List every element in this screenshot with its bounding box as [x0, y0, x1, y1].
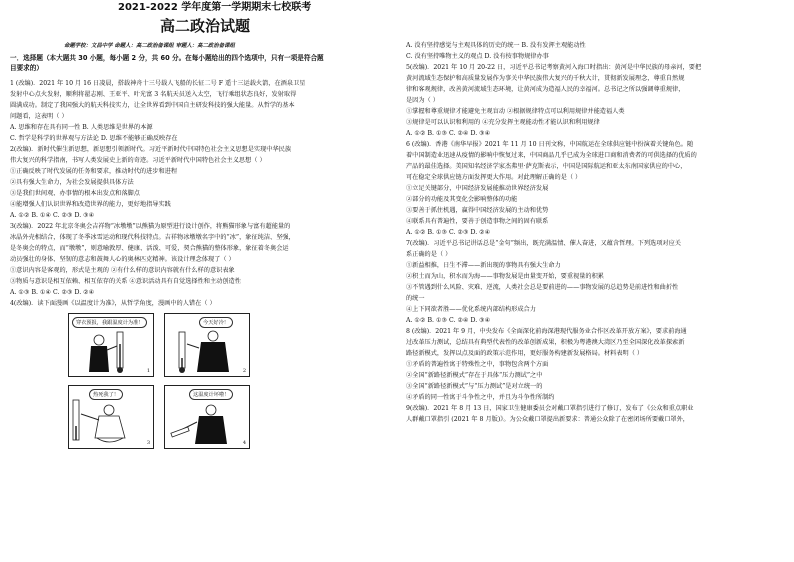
panel-number: 2 [242, 368, 246, 374]
answer-choices: A. ①③ B. ①④ C. ②③ D. ②④ [10, 289, 95, 296]
question-line: 路径新模式，发挥以点及面的政策示范作用，更好服务构建新发展格局。材料表明（ ） [406, 350, 644, 357]
option-line: ②积土而为山，积水而为海——事物发展是由量变开始，要重视量的积累 [406, 273, 604, 280]
person-with-thermometer-illustration [69, 314, 153, 376]
comic-panel [68, 385, 154, 449]
option-line: ②部分的功能及其变化会影响整体的功能 [406, 196, 518, 203]
option-line: ①矛盾的普遍性寓于特殊性之中，事物包含两个方面 [406, 361, 549, 368]
question-line: 4(改编)．读下面漫画《以温度计为准》，从哲学角度，漫画中的人错在（ ） [10, 300, 216, 307]
question-line: 3(改编)．2022 年北京冬奥会吉祥物“冰墩墩”以熊猫为原型进行设计创作，将熊猫形象与富有超能量的 [10, 223, 291, 230]
option-line: ③规律是可以认识和利用的 ④充分发挥主观能动性才能认识和利用规律 [406, 119, 600, 126]
speech-bubble: 穿衣预报，我跟温度计为准！ [72, 317, 147, 328]
question-line: 律和客观规律，改善黄河流域生态环境，让黄河成为造福人民的幸福河。总书记之所以强调尊重规律， [406, 86, 685, 93]
speech-bubble: 今天好冷！ [199, 317, 233, 328]
person-breaking-thermometer-illustration [165, 386, 249, 448]
comic-strip [68, 313, 250, 449]
option-line: ③不管遇到什么风险、灾难、逆流，人类社会总是要前进的——事物发展的总趋势是前进性和曲折性 [406, 284, 679, 291]
panel-number: 1 [146, 368, 150, 374]
question-line: 9(改编)．2021 年 8 月 13 日，国家卫生健康委员会对戴口罩指引进行了修订，发布了《公众和重点职业 [406, 405, 694, 412]
answer-choices: A. ①② B. ①④ C. ②③ D. ③④ [10, 212, 95, 219]
question-line: 7(改编)．习近平总书记讲话总是“金句”频出，既充满温情、催人奋进，又蕴含哲理。下列选项对应关 [406, 240, 681, 247]
option-line: ③是我们世间观、办事情的根本出发点和落脚点 [10, 190, 140, 197]
answer-choices: A. ①② B. ①③ C. ②④ D. ③④ [406, 130, 491, 137]
question-line: 8 (改编)．2021 年 9 月，中央发布《全面深化前海深港现代服务业合作区改革开放方案》，要求前海通 [406, 328, 687, 335]
question-line: 2(改编)．新时代催生新思想，新思想引领新时代。习近平新时代中国特色社会主义思想是实现中华民族 [10, 146, 292, 153]
author-info: 命题学校：文昌中学 命题人：高二政治备课组 审题人：高二政治备课组 [64, 43, 235, 49]
speech-bubble: 热死我了！ [89, 389, 123, 400]
question-line: 过改革压力测试，总结具有典型代表性的改革创新成果，积极为粤港澳大湾区乃至全国深化改革探索新 [406, 339, 685, 346]
question-line: 5(改编)．2021 年 10 月 20-22 日，习近平总书记考察黄河入海口时指出：黄河是中华民族的母亲河，要把 [406, 64, 702, 71]
option-line: ①立足关键部分，中国经济发展能推动世界经济发展 [406, 185, 549, 192]
question-line: 系正确的是（ ） [406, 251, 452, 258]
question-line: 产品的最佳选择。美国知名经济学家杰弗里·萨克斯表示，中国是国际航运和亚太东南国家供应的中心， [406, 163, 687, 170]
option-line: ③全国“新路径新模式”与“压力测试”是对立统一的 [406, 383, 543, 390]
answer-choices: A. 没有坚持感觉与主观具体的历史的统一 B. 没有发挥主观能动性 [406, 42, 586, 49]
option-line: ④联系具有普遍性，要善于创造事物之间的固有联系 [406, 218, 549, 225]
answer-choices: A. ①② B. ①③ C. ②③ D. ②④ [406, 229, 491, 236]
panel-number: 4 [242, 440, 246, 446]
person-in-coat-illustration [165, 314, 249, 376]
section-heading: 一．选择题（本大题共 30 小题，每小题 2 分，共 60 分。在每小题给出的四个选项中，只有一项是符合题 [10, 54, 324, 62]
subject-title: 高二政治试题 [160, 17, 251, 35]
answer-choices: A. ①② B. ①③ C. ②④ D. ③④ [406, 317, 491, 324]
option-line: ①正确反映了时代发展的任务和要求，推动时代的进步和进程 [10, 168, 178, 175]
question-line: 冰晶外壳相结合，体现了冬季冰雪运动和现代科技特点。吉祥物冰墩墩名字中的“冰”，象征纯洁、坚强， [10, 234, 295, 241]
comic-panel [164, 313, 250, 377]
panel-number: 3 [146, 440, 150, 446]
option-line: C. 哲学是科学的世界观与方法论 D. 思维不能够正确反映存在 [10, 135, 178, 142]
option-line: ②全国“新路径新模式”存在于具体“压力测试”之中 [406, 372, 543, 379]
option-line: ④上下同欲者胜——优化系统内部结构形成合力 [406, 306, 536, 313]
answer-choices: C. 没有坚持唯物主义的观点 D. 没有按事物规律办事 [406, 53, 549, 60]
speech-bubble: 这温度计坏啦！ [189, 389, 233, 400]
person-sweating-illustration [69, 386, 153, 448]
question-line: 着中国制造业迅速从疫情的影响中恢复过来，中国商品几乎已成为全球进口商和消费者的可供选择的优质的 [406, 152, 697, 159]
question-line: 发射中心点火发射，顺利将翟志刚、王亚平、叶光富 3 名航天员送入太空，飞行乘组状态良好，发射取得 [10, 91, 297, 98]
option-line: ①新益相推，日生不滞——新出现的事物具有强大生命力 [406, 262, 561, 269]
question-line: 黄河流域生态保护和高质量发展作为事关中华民族伟大复兴的千秋大计，贯彻新发展理念，尊重自然规 [406, 75, 685, 82]
question-line: 动员强壮的身体、坚韧的意志和鼓舞人心的奥林匹克精神。该设计理念体现了（ ） [10, 256, 235, 263]
option-line: A. 思维和存在具有同一性 B. 人类思维是世界的本源 [10, 124, 153, 131]
option-line: ①意识内容是客观的，形式是主观的 ②有什么样的意识内容就有什么样的意识表象 [10, 267, 235, 274]
option-line: ④能增强人们认识世界和改造世界的能力，更好地指导实践 [10, 201, 171, 208]
question-line: 6 (改编)．香港《南华早报》2021 年 11 月 10 日刊文称，中国航运在全球供应链中扮演着关键角色。随 [406, 141, 694, 148]
question-line: 人群戴口罩指引 (2021 年 8 月版)》。为公众戴口罩提出新要求：普通公众除了在密闭场所要戴口罩外， [406, 416, 689, 423]
question-line: 圆满成功。制定了我国强大的航天科技实力，让全世界看到中国自主研发科技的强大能量。从哲学的基本 [10, 102, 295, 109]
option-line: ④矛盾的同一性寓于斗争性之中，并且为斗争性所制约 [406, 394, 555, 401]
question-line: 问题看，这表明（ ） [10, 113, 68, 120]
section-heading-cont: 目要求的） [10, 64, 43, 72]
option-line: ③要善于抓住机遇，赢得中国经济发展的主动和优势 [406, 207, 549, 214]
question-line: 可在稳定全球供应链方面发挥更大作用。对此理解正确的是（ ） [406, 174, 582, 181]
option-line: ①掌握和尊重规律才能避免主观盲动 ②根据规律特点可以利用规律并能造福人类 [406, 108, 625, 115]
option-line: 的统一 [406, 295, 425, 302]
comic-panel [164, 385, 250, 449]
question-line: 是因为（ ） [406, 97, 439, 104]
question-line: 1 (改编)．2021 年 10 月 16 日凌晨，搭载神舟十三号载人飞船的长征二号 F 遥十三运载火箭，在酒泉卫星 [10, 80, 306, 87]
question-line: 伟大复兴的科学指南，书写人类发展史上新的奇迹。习近平新时代中国特色社会主义思想（ ） [10, 157, 266, 164]
exam-title: 2021-2022 学年度第一学期期末七校联考 [118, 2, 312, 13]
comic-panel [68, 313, 154, 377]
option-line: ②具有强大生命力，为社会发展提供具体方法 [10, 179, 134, 186]
question-line: 是冬奥会的特点，而“墩墩”，则意喻敦厚、健康、活泼、可爱，契合熊猫的整体形象，象征着冬奥会运 [10, 245, 289, 252]
option-line: ③物质与意识是相互依赖、相互依存的关系 ④意识活动具有自觉选择性和主动创造性 [10, 278, 241, 285]
